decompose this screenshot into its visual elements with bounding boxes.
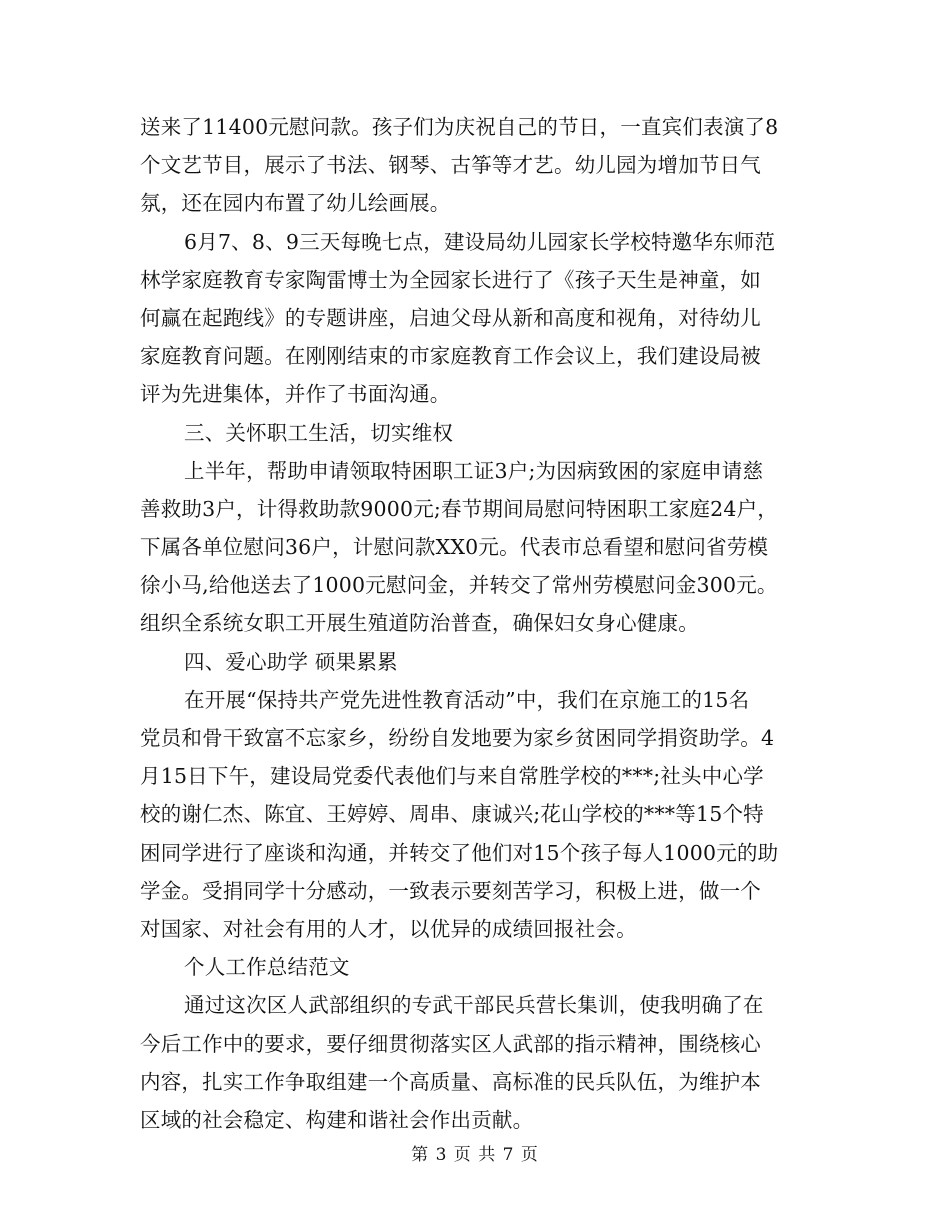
paragraph-start: 上半年，帮助申请领取特困职工证3户;为因病致困的家庭申请慈: [184, 458, 764, 483]
text-line: 氛，还在园内布置了幼儿绘画展。: [140, 191, 451, 216]
text-line: 对国家、对社会有用的人才，以优异的成绩回报社会。: [140, 916, 637, 941]
text-line: 何赢在起跑线》的专题讲座，启迪父母从新和高度和视角，对待幼儿: [140, 305, 761, 330]
text-line: 组织全系统女职工开展生殖道防治普查，确保妇女身心健康。: [140, 611, 699, 636]
text-line: 区域的社会稳定、构建和谐社会作出贡献。: [140, 1107, 534, 1132]
section-heading: 四、爱心助学 硕果累累: [184, 649, 398, 674]
text-line: 林学家庭教育专家陶雷博士为全园家长进行了《孩子天生是神童，如: [140, 267, 761, 292]
page-number-footer: 第 3 页 共 7 页: [411, 1145, 539, 1165]
paragraph-start: 通过这次区人武部组织的专武干部民兵营长集训，使我明确了在: [184, 993, 764, 1018]
text-line: 家庭教育问题。在刚刚结束的市家庭教育工作会议上，我们建设局被: [140, 344, 761, 369]
text-line: 党员和骨干致富不忘家乡，纷纷自发地要为家乡贫困同学捐资助学。4: [140, 726, 775, 750]
section-heading: 三、关怀职工生活，切实维权: [184, 420, 454, 445]
text-line: 善救助3户，计得救助款9000元;春节期间局慰问特困职工家庭24户，: [140, 496, 779, 521]
text-line: 学金。受捐同学十分感动，一致表示要刻苦学习，积极上进，做一个: [140, 878, 761, 903]
paragraph-start: 6月7、8、9三天每晚七点，建设局幼儿园家长学校特邀华东师范: [184, 229, 776, 254]
document-body: [140, 108, 820, 1139]
text-line: 徐小马,给他送去了1000元慰问金，并转交了常州劳模慰问金300元。: [140, 573, 778, 598]
text-line: 下属各单位慰问36户，计慰问款XX0元。代表市总看望和慰问省劳模: [140, 535, 769, 560]
text-line: 评为先进集体，并作了书面沟通。: [140, 382, 451, 407]
text-line: 月15日下午，建设局党委代表他们与来自常胜学校的***;社头中心学: [140, 764, 764, 789]
paragraph-start: 在开展“保持共产党先进性教育活动”中，我们在京施工的15名: [184, 687, 750, 712]
text-line: 校的谢仁杰、陈宜、王婷婷、周串、康诚兴;花山学校的***等15个特: [140, 802, 764, 827]
text-line: 内容，扎实工作争取组建一个高质量、高标准的民兵队伍，为维护本: [140, 1069, 761, 1094]
section-heading: 个人工作总结范文: [184, 955, 350, 980]
text-line: 送来了11400元慰问款。孩子们为庆祝自己的节日，一直宾们表演了8: [140, 115, 779, 139]
text-line: 困同学进行了座谈和沟通，并转交了他们对15个孩子每人1000元的助: [140, 840, 779, 865]
text-line: 个文艺节目，展示了书法、钢琴、古筝等才艺。幼儿园为增加节日气: [140, 153, 761, 178]
text-line: 今后工作中的要求，要仔细贯彻落实区人武部的指示精神，围绕核心: [140, 1031, 761, 1056]
